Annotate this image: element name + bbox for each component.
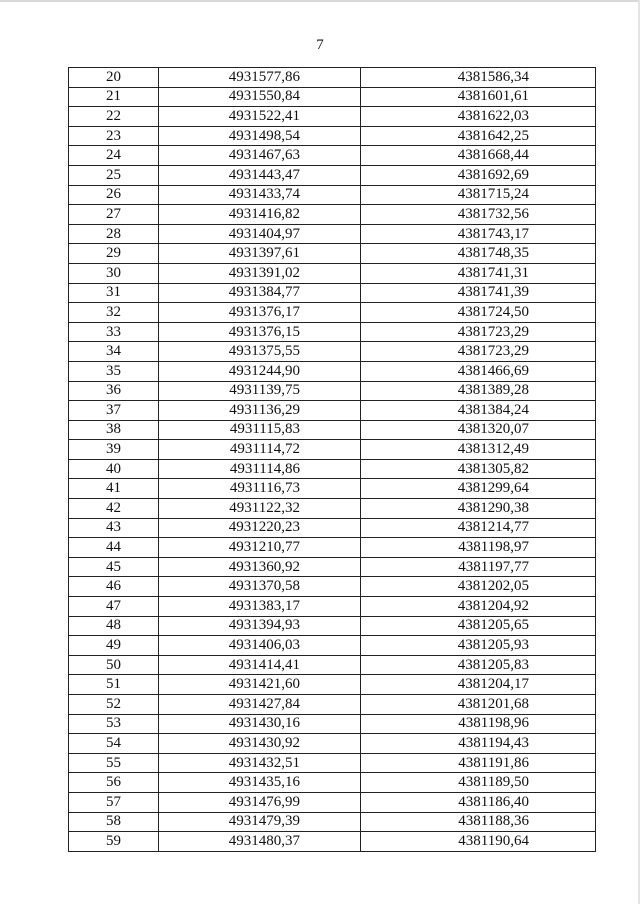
point-number-cell: 58 <box>69 812 159 832</box>
y-coordinate-cell: 4381732,56 <box>361 205 596 225</box>
table-row <box>69 773 596 793</box>
point-number-cell: 47 <box>69 597 159 617</box>
table-row <box>69 440 596 460</box>
table-row <box>69 812 596 832</box>
table-row <box>69 636 596 656</box>
table-row <box>69 87 596 107</box>
point-number-cell: 36 <box>69 381 159 401</box>
y-coordinate-cell: 4381205,93 <box>361 636 596 656</box>
x-coordinate-cell: 4931404,97 <box>159 224 361 244</box>
x-coordinate-cell: 4931376,17 <box>159 303 361 323</box>
y-coordinate-cell: 4381305,82 <box>361 459 596 479</box>
x-coordinate-cell: 4931498,54 <box>159 126 361 146</box>
table-row <box>69 714 596 734</box>
y-coordinate-cell: 4381194,43 <box>361 734 596 754</box>
table-row <box>69 734 596 754</box>
scan-edge-top <box>0 0 640 2</box>
x-coordinate-cell: 4931139,75 <box>159 381 361 401</box>
point-number-cell: 42 <box>69 499 159 519</box>
table-row <box>69 459 596 479</box>
table-row <box>69 224 596 244</box>
x-coordinate-cell: 4931435,16 <box>159 773 361 793</box>
table-row <box>69 146 596 166</box>
point-number-cell: 29 <box>69 244 159 264</box>
y-coordinate-cell: 4381622,03 <box>361 107 596 127</box>
point-number-cell: 22 <box>69 107 159 127</box>
x-coordinate-cell: 4931479,39 <box>159 812 361 832</box>
table-row <box>69 597 596 617</box>
point-number-cell: 24 <box>69 146 159 166</box>
point-number-cell: 34 <box>69 342 159 362</box>
table-row <box>69 303 596 323</box>
x-coordinate-cell: 4931136,29 <box>159 401 361 421</box>
y-coordinate-cell: 4381715,24 <box>361 185 596 205</box>
point-number-cell: 45 <box>69 557 159 577</box>
x-coordinate-cell: 4931476,99 <box>159 792 361 812</box>
table-row <box>69 68 596 88</box>
point-number-cell: 50 <box>69 655 159 675</box>
x-coordinate-cell: 4931391,02 <box>159 263 361 283</box>
x-coordinate-cell: 4931375,55 <box>159 342 361 362</box>
x-coordinate-cell: 4931397,61 <box>159 244 361 264</box>
y-coordinate-cell: 4381290,38 <box>361 499 596 519</box>
table-row <box>69 420 596 440</box>
point-number-cell: 59 <box>69 832 159 852</box>
table-row <box>69 283 596 303</box>
page-number: 7 <box>316 37 324 53</box>
point-number-cell: 33 <box>69 322 159 342</box>
table-row <box>69 381 596 401</box>
y-coordinate-cell: 4381189,50 <box>361 773 596 793</box>
table-row <box>69 616 596 636</box>
point-number-cell: 48 <box>69 616 159 636</box>
point-number-cell: 39 <box>69 440 159 460</box>
x-coordinate-cell: 4931414,41 <box>159 655 361 675</box>
y-coordinate-cell: 4381205,65 <box>361 616 596 636</box>
y-coordinate-cell: 4381586,34 <box>361 68 596 88</box>
y-coordinate-cell: 4381741,39 <box>361 283 596 303</box>
table-row <box>69 753 596 773</box>
table-row <box>69 832 596 852</box>
point-number-cell: 52 <box>69 695 159 715</box>
x-coordinate-cell: 4931210,77 <box>159 538 361 558</box>
table-row <box>69 695 596 715</box>
point-number-cell: 46 <box>69 577 159 597</box>
x-coordinate-cell: 4931550,84 <box>159 87 361 107</box>
x-coordinate-cell: 4931467,63 <box>159 146 361 166</box>
point-number-cell: 40 <box>69 459 159 479</box>
coordinates-table <box>68 67 596 852</box>
x-coordinate-cell: 4931416,82 <box>159 205 361 225</box>
y-coordinate-cell: 4381724,50 <box>361 303 596 323</box>
point-number-cell: 23 <box>69 126 159 146</box>
y-coordinate-cell: 4381197,77 <box>361 557 596 577</box>
y-coordinate-cell: 4381723,29 <box>361 342 596 362</box>
table-row <box>69 792 596 812</box>
x-coordinate-cell: 4931430,92 <box>159 734 361 754</box>
x-coordinate-cell: 4931116,73 <box>159 479 361 499</box>
y-coordinate-cell: 4381202,05 <box>361 577 596 597</box>
y-coordinate-cell: 4381748,35 <box>361 244 596 264</box>
x-coordinate-cell: 4931577,86 <box>159 68 361 88</box>
x-coordinate-cell: 4931360,92 <box>159 557 361 577</box>
point-number-cell: 30 <box>69 263 159 283</box>
y-coordinate-cell: 4381389,28 <box>361 381 596 401</box>
point-number-cell: 51 <box>69 675 159 695</box>
x-coordinate-cell: 4931115,83 <box>159 420 361 440</box>
point-number-cell: 44 <box>69 538 159 558</box>
y-coordinate-cell: 4381723,29 <box>361 322 596 342</box>
table-row <box>69 342 596 362</box>
table-row <box>69 479 596 499</box>
y-coordinate-cell: 4381741,31 <box>361 263 596 283</box>
y-coordinate-cell: 4381190,64 <box>361 832 596 852</box>
point-number-cell: 25 <box>69 165 159 185</box>
table-row <box>69 518 596 538</box>
table-row <box>69 557 596 577</box>
x-coordinate-cell: 4931114,72 <box>159 440 361 460</box>
table-row <box>69 361 596 381</box>
table-row <box>69 655 596 675</box>
point-number-cell: 55 <box>69 753 159 773</box>
point-number-cell: 26 <box>69 185 159 205</box>
x-coordinate-cell: 4931384,77 <box>159 283 361 303</box>
x-coordinate-cell: 4931480,37 <box>159 832 361 852</box>
point-number-cell: 27 <box>69 205 159 225</box>
point-number-cell: 32 <box>69 303 159 323</box>
y-coordinate-cell: 4381299,64 <box>361 479 596 499</box>
x-coordinate-cell: 4931244,90 <box>159 361 361 381</box>
x-coordinate-cell: 4931220,23 <box>159 518 361 538</box>
coordinates-table-body <box>69 68 596 852</box>
table-row <box>69 185 596 205</box>
table-row <box>69 107 596 127</box>
point-number-cell: 53 <box>69 714 159 734</box>
table-row <box>69 244 596 264</box>
y-coordinate-cell: 4381201,68 <box>361 695 596 715</box>
point-number-cell: 54 <box>69 734 159 754</box>
x-coordinate-cell: 4931427,84 <box>159 695 361 715</box>
y-coordinate-cell: 4381466,69 <box>361 361 596 381</box>
x-coordinate-cell: 4931421,60 <box>159 675 361 695</box>
table-row <box>69 577 596 597</box>
y-coordinate-cell: 4381312,49 <box>361 440 596 460</box>
y-coordinate-cell: 4381205,83 <box>361 655 596 675</box>
y-coordinate-cell: 4381384,24 <box>361 401 596 421</box>
x-coordinate-cell: 4931433,74 <box>159 185 361 205</box>
x-coordinate-cell: 4931383,17 <box>159 597 361 617</box>
x-coordinate-cell: 4931376,15 <box>159 322 361 342</box>
y-coordinate-cell: 4381188,36 <box>361 812 596 832</box>
point-number-cell: 20 <box>69 68 159 88</box>
y-coordinate-cell: 4381692,69 <box>361 165 596 185</box>
table-row <box>69 675 596 695</box>
point-number-cell: 43 <box>69 518 159 538</box>
point-number-cell: 21 <box>69 87 159 107</box>
point-number-cell: 56 <box>69 773 159 793</box>
x-coordinate-cell: 4931394,93 <box>159 616 361 636</box>
y-coordinate-cell: 4381198,96 <box>361 714 596 734</box>
point-number-cell: 41 <box>69 479 159 499</box>
table-row <box>69 205 596 225</box>
x-coordinate-cell: 4931430,16 <box>159 714 361 734</box>
y-coordinate-cell: 4381214,77 <box>361 518 596 538</box>
table-row <box>69 538 596 558</box>
x-coordinate-cell: 4931406,03 <box>159 636 361 656</box>
y-coordinate-cell: 4381601,61 <box>361 87 596 107</box>
y-coordinate-cell: 4381668,44 <box>361 146 596 166</box>
x-coordinate-cell: 4931432,51 <box>159 753 361 773</box>
point-number-cell: 57 <box>69 792 159 812</box>
y-coordinate-cell: 4381191,86 <box>361 753 596 773</box>
x-coordinate-cell: 4931122,32 <box>159 499 361 519</box>
table-row <box>69 401 596 421</box>
point-number-cell: 49 <box>69 636 159 656</box>
y-coordinate-cell: 4381204,17 <box>361 675 596 695</box>
table-row <box>69 126 596 146</box>
table-row <box>69 499 596 519</box>
point-number-cell: 31 <box>69 283 159 303</box>
y-coordinate-cell: 4381743,17 <box>361 224 596 244</box>
y-coordinate-cell: 4381320,07 <box>361 420 596 440</box>
table-row <box>69 165 596 185</box>
x-coordinate-cell: 4931443,47 <box>159 165 361 185</box>
x-coordinate-cell: 4931522,41 <box>159 107 361 127</box>
table-row <box>69 322 596 342</box>
point-number-cell: 37 <box>69 401 159 421</box>
x-coordinate-cell: 4931370,58 <box>159 577 361 597</box>
y-coordinate-cell: 4381642,25 <box>361 126 596 146</box>
point-number-cell: 28 <box>69 224 159 244</box>
point-number-cell: 35 <box>69 361 159 381</box>
y-coordinate-cell: 4381198,97 <box>361 538 596 558</box>
point-number-cell: 38 <box>69 420 159 440</box>
y-coordinate-cell: 4381204,92 <box>361 597 596 617</box>
table-row <box>69 263 596 283</box>
y-coordinate-cell: 4381186,40 <box>361 792 596 812</box>
x-coordinate-cell: 4931114,86 <box>159 459 361 479</box>
